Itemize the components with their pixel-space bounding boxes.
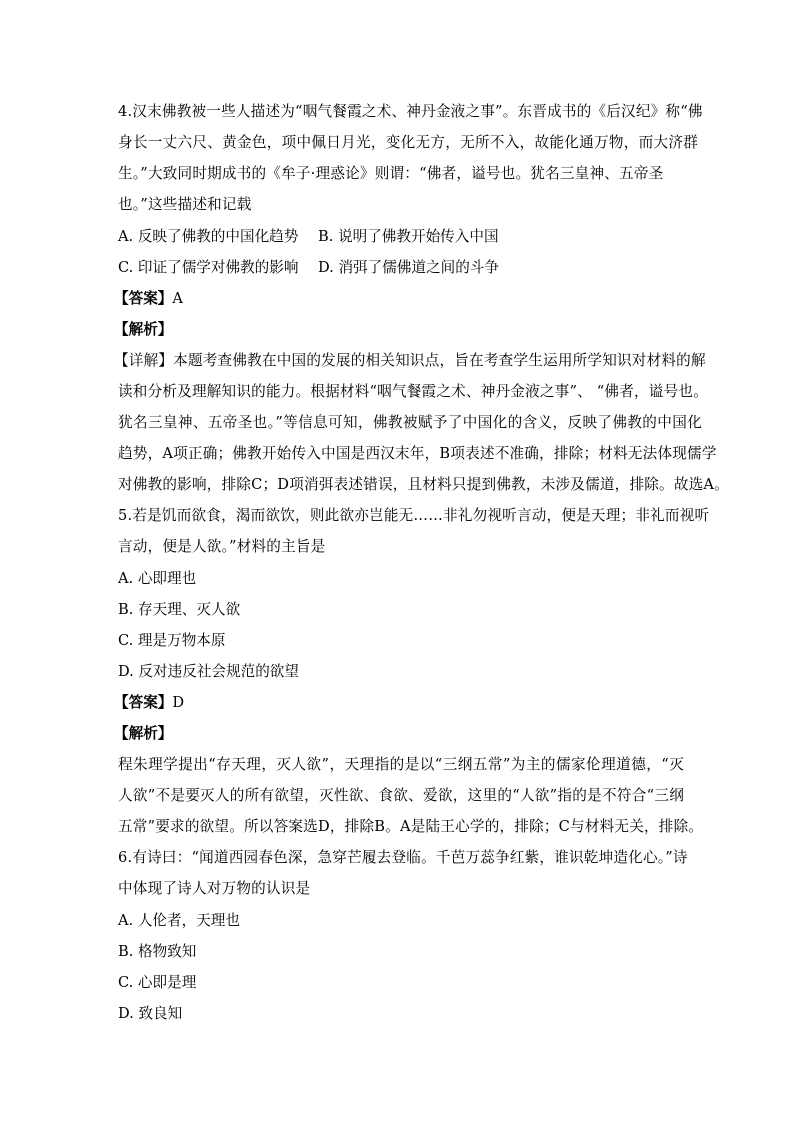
q5-answer-label: 【答案】 <box>114 694 173 711</box>
q4-stem-line-4: 也。”这些描述和记载 <box>118 196 252 213</box>
q4-option-a: A. 反映了佛教的中国化趋势 <box>118 228 299 245</box>
q4-answer-label: 【答案】 <box>114 290 173 307</box>
q4-stem-line-2: 身长一丈六尺、黄金色，项中佩日月光，变化无方，无所不入，故能化通万物，而大济群 <box>118 134 698 151</box>
q4-detail-line-5: 对佛教的影响，排除C；D项消弭表述错误，且材料只提到佛教，未涉及儒道，排除。故选A。 <box>118 476 729 493</box>
q4-detail-line-2: 读和分析及理解知识的能力。根据材料“咽气餐霞之术、神丹金液之事”、 “佛者，谥号也。 <box>118 383 708 400</box>
q4-answer-value: A <box>172 290 183 307</box>
q4-option-b: B. 说明了佛教开始传入中国 <box>318 228 499 245</box>
q6-stem-line-2: 中体现了诗人对万物的认识是 <box>118 880 311 897</box>
q5-stem-line-2: 言动，便是人欲。”材料的主旨是 <box>118 538 326 555</box>
q4-stem-line-3: 生。”大致同时期成书的《牟子·理惑论》则谓：“佛者，谥号也。犹名三皇神、五帝圣 <box>118 165 664 182</box>
q4-detail-line-3: 犹名三皇神、五帝圣也。”等信息可知，佛教被赋予了中国化的含义，反映了佛教的中国化 <box>118 414 702 431</box>
q6-option-c: C. 心即是理 <box>118 974 197 991</box>
q4-stem-line-1: 4.汉末佛教被一些人描述为“咽气餐霞之术、神丹金液之事”。东晋成书的《后汉纪》称“佛 <box>118 103 703 120</box>
q4-answer <box>114 289 183 309</box>
q5-stem-line-1: 5.若是饥而欲食，渴而欲饮，则此欲亦岂能无……非礼勿视听言动，便是天理；非礼而视听 <box>118 507 710 524</box>
q5-option-b: B. 存天理、灭人欲 <box>118 601 241 618</box>
q5-option-d: D. 反对违反社会规范的欲望 <box>118 663 299 680</box>
q5-answer <box>114 693 184 713</box>
q5-analysis-line-3: 五常”要求的欲望。所以答案选D，排除B。A是陆王心学的，排除；C与材料无关，排除。 <box>118 818 704 835</box>
q5-analysis-line-1: 程朱理学提出“存天理，灭人欲”，天理指的是以“三纲五常”为主的儒家伦理道德，“灭 <box>118 756 684 773</box>
q4-detail-line-4: 趋势，A项正确；佛教开始传入中国是西汉末年，B项表述不准确，排除；材料无法体现儒学 <box>118 445 717 462</box>
q5-option-a: A. 心即理也 <box>118 570 197 587</box>
q6-option-b: B. 格物致知 <box>118 943 197 960</box>
q6-option-d: D. 致良知 <box>118 1005 183 1022</box>
q5-analysis-label: 【解析】 <box>114 725 173 742</box>
q4-option-c: C. 印证了儒学对佛教的影响 <box>118 259 299 276</box>
q5-analysis-line-2: 人欲”不是要灭人的所有欲望，灭性欲、食欲、爱欲，这里的“人欲”指的是不符合“三纲 <box>118 787 684 804</box>
q5-answer-value: D <box>172 694 185 711</box>
q6-stem-line-1: 6.有诗曰：“闻道西园春色深，急穿芒履去登临。千芭万蕊争红紫，谁识乾坤造化心。”诗 <box>118 849 688 866</box>
q5-option-c: C. 理是万物本原 <box>118 632 226 649</box>
q6-option-a: A. 人伦者，天理也 <box>118 912 240 929</box>
q4-detail-line-1: 【详解】本题考查佛教在中国的发展的相关知识点，旨在考查学生运用所学知识对材料的解 <box>114 352 706 369</box>
q4-option-d: D. 消弭了儒佛道之间的斗争 <box>318 259 499 276</box>
q4-analysis-label: 【解析】 <box>114 321 173 338</box>
